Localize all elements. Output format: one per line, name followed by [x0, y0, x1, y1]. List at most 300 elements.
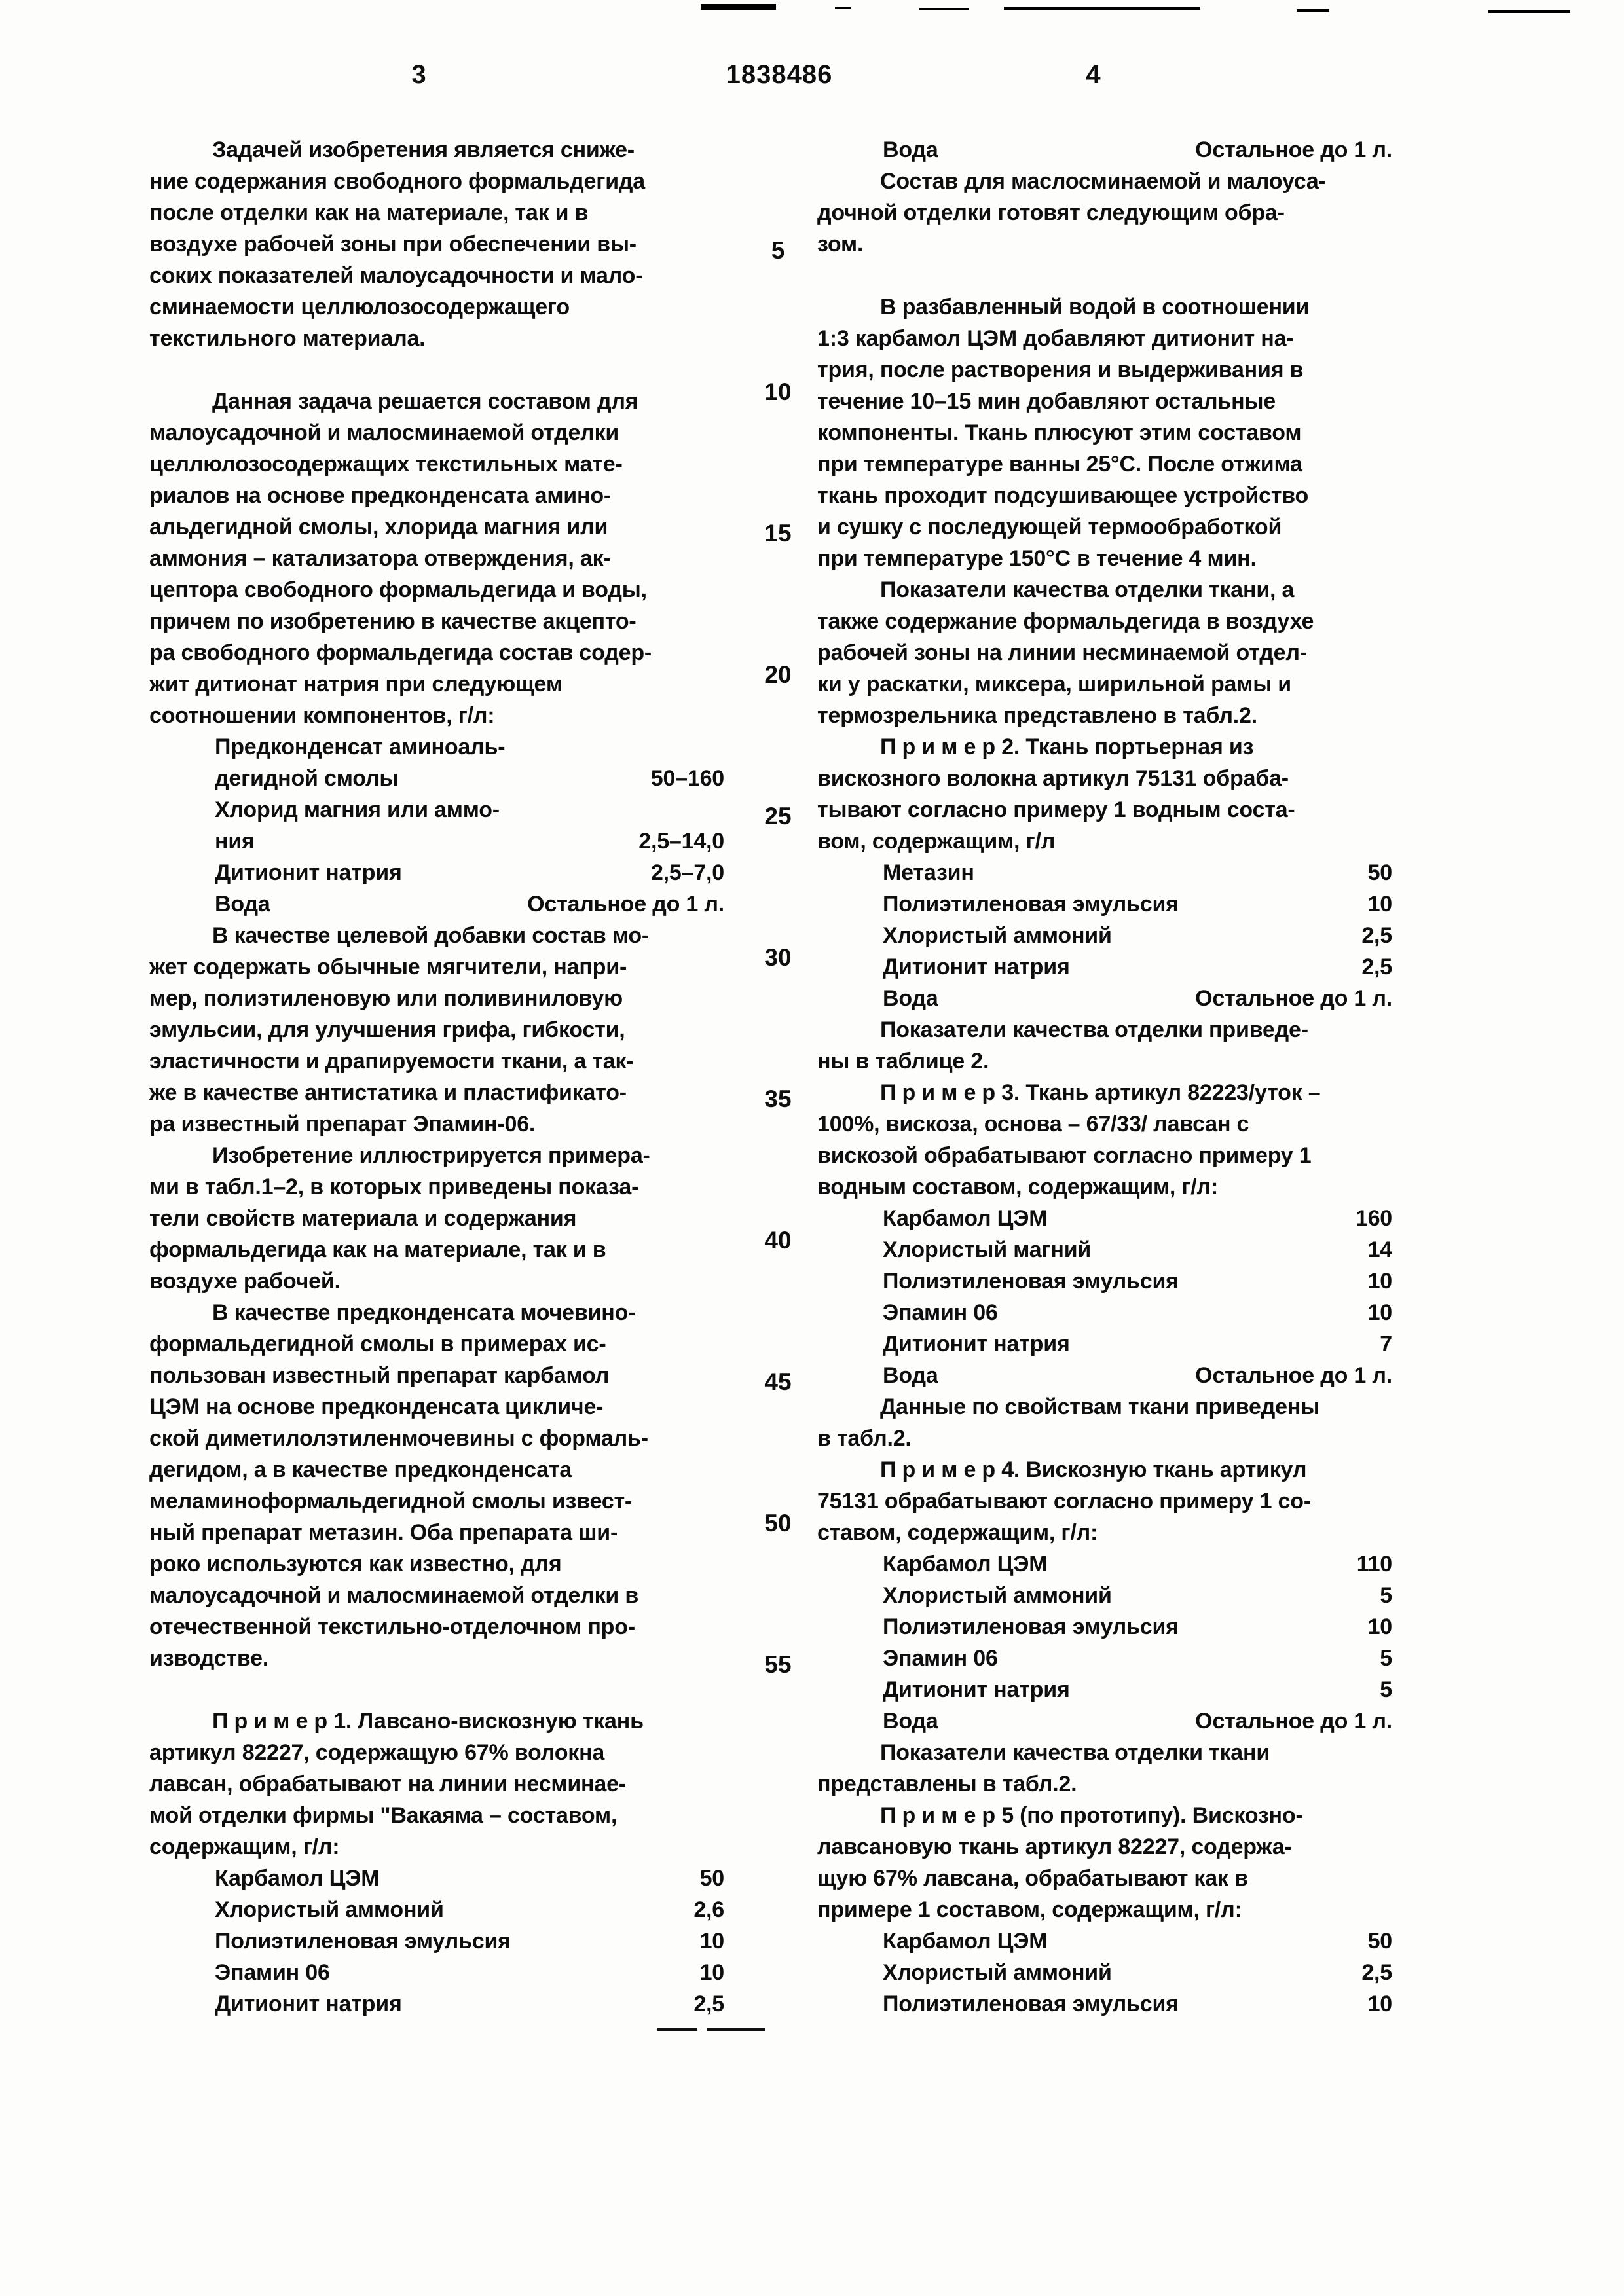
ingredient-name: Полиэтиленовая эмульсия [883, 892, 1179, 917]
ingredient-name: Вода [883, 1709, 938, 1734]
ingredient-row [149, 794, 724, 826]
ingredient-value: 50–160 [650, 766, 724, 791]
text-line-content: жит дитионат натрия при следующем [149, 672, 563, 697]
text-line [817, 794, 1392, 826]
text-line-content: риалов на основе предконденсата амино- [149, 483, 612, 508]
text-line [817, 1046, 1392, 1077]
ingredient-row [817, 1203, 1392, 1234]
line-number [739, 659, 817, 800]
ingredient-value: Остальное до 1 л. [1195, 1363, 1392, 1388]
text-line-content: роко используются как известно, для [149, 1552, 562, 1576]
text-line [149, 1391, 724, 1423]
text-line [817, 1768, 1392, 1800]
text-line [817, 731, 1392, 763]
text-line-content: дегидом, а в качестве предконденсата [149, 1457, 572, 1482]
text-line [817, 826, 1392, 857]
text-line [149, 166, 724, 197]
line-number-value: 30 [764, 944, 792, 971]
ingredient-row [149, 731, 724, 763]
text-line-content: целлюлозосодержащих текстильных мате- [149, 452, 623, 477]
ingredient-name: Дитионит натрия [883, 1677, 1070, 1702]
text-line [817, 166, 1392, 197]
text-line [149, 1171, 724, 1203]
ingredient-value: Остальное до 1 л. [527, 892, 724, 917]
text-line-content: изводстве. [149, 1646, 269, 1671]
text-line [817, 354, 1392, 386]
text-line [149, 260, 724, 291]
ingredient-row [817, 1611, 1392, 1643]
text-line [149, 1234, 724, 1266]
text-line [817, 543, 1392, 574]
ingredient-row [817, 920, 1392, 951]
text-line-content: эмульсии, для улучшения грифа, гибкости, [149, 1017, 625, 1042]
text-line [817, 1391, 1392, 1423]
text-line [817, 1737, 1392, 1768]
text-line-content: В качестве целевой добавки состав мо- [212, 923, 650, 948]
text-line-content: ской диметилолэтиленмочевины с формаль- [149, 1426, 648, 1451]
text-line [149, 386, 724, 417]
text-line [149, 1046, 724, 1077]
text-line [149, 1737, 724, 1768]
text-line [817, 700, 1392, 731]
ingredient-row [817, 1988, 1392, 2020]
scan-artifact [1297, 9, 1329, 12]
left-text-column [149, 134, 724, 2051]
ingredient-row [817, 857, 1392, 888]
scan-artifact [701, 4, 776, 10]
right-text-column [817, 134, 1392, 2020]
text-line-content: Изобретение иллюстрируется примера- [212, 1143, 650, 1168]
text-line [149, 1266, 724, 1297]
ingredient-value: 2,5 [1361, 1960, 1392, 1985]
line-number-value: 45 [764, 1368, 792, 1395]
text-line [817, 511, 1392, 543]
ingredient-value: Остальное до 1 л. [1195, 1709, 1392, 1734]
text-line [149, 417, 724, 448]
scan-artifact [1004, 7, 1200, 10]
ingredient-row [817, 1266, 1392, 1297]
text-line [149, 480, 724, 511]
text-line [149, 1328, 724, 1360]
text-line-content: ЦЭМ на основе предконденсата цикличе- [149, 1394, 604, 1419]
line-number [739, 376, 817, 517]
text-line-content: соких показателей малоусадочности и мало- [149, 263, 643, 288]
ingredient-name: дегидной смолы [215, 766, 399, 791]
text-line-content: формальдегидной смолы в примерах ис- [149, 1332, 606, 1357]
text-line-content: соотношении компонентов, г/л: [149, 703, 495, 728]
text-line-content: П р и м е р 4. Вискозную ткань артикул [880, 1457, 1307, 1482]
text-line-content: ткань проходит подсушивающее устройство [817, 483, 1309, 508]
ingredient-row [817, 1328, 1392, 1360]
text-line-content: причем по изобретению в качестве акцепто- [149, 609, 637, 634]
page-number-left: 3 [411, 60, 427, 89]
text-line [149, 1705, 724, 1737]
ingredient-value: 10 [1367, 1269, 1392, 1294]
text-line [817, 606, 1392, 637]
line-number-value: 50 [764, 1510, 792, 1537]
ingredient-value: 10 [1367, 892, 1392, 917]
ingredient-name: Хлористый магний [883, 1237, 1092, 1262]
text-line-content: дочной отделки готовят следующим обра- [817, 200, 1285, 225]
text-line [149, 228, 724, 260]
text-line [149, 1580, 724, 1611]
ingredient-row [817, 1548, 1392, 1580]
patent-number: 1838486 [726, 60, 833, 89]
column-end-rule [149, 2020, 724, 2051]
text-line-content: примере 1 составом, содержащим, г/л: [817, 1897, 1242, 1922]
text-line [817, 448, 1392, 480]
text-line [149, 1108, 724, 1140]
ingredient-row [817, 1580, 1392, 1611]
ingredient-value: 10 [1367, 1614, 1392, 1639]
line-number [739, 1507, 817, 1649]
ingredient-name: Хлористый аммоний [883, 1960, 1112, 1985]
ingredient-row [817, 1297, 1392, 1328]
ingredient-name: ния [215, 829, 255, 854]
ingredient-value: 50 [1367, 860, 1392, 885]
ingredient-name: Карбамол ЦЭМ [883, 1206, 1048, 1231]
text-line-content: 75131 обрабатывают согласно примеру 1 со- [817, 1489, 1311, 1514]
ingredient-name: Карбамол ЦЭМ [883, 1929, 1048, 1954]
text-line [817, 291, 1392, 323]
line-number-value: 25 [764, 803, 792, 829]
ingredient-row [817, 1705, 1392, 1737]
ingredient-value: Остальное до 1 л. [1195, 137, 1392, 162]
text-line-content: формальдегида как на материале, так и в [149, 1237, 606, 1262]
ingredient-row [817, 134, 1392, 166]
text-line-content: ние содержания свободного формальдегида [149, 169, 646, 194]
text-line [817, 386, 1392, 417]
text-line-content: малоусадочной и малосминаемой отделки [149, 420, 619, 445]
page-number-right: 4 [1086, 60, 1101, 89]
ingredient-name: Полиэтиленовая эмульсия [215, 1929, 511, 1954]
text-line-content: лавсан, обрабатывают на линии несминае- [149, 1772, 626, 1796]
ingredient-value: 5 [1380, 1677, 1392, 1702]
ingredient-value: 7 [1380, 1332, 1392, 1357]
text-line [817, 1863, 1392, 1894]
text-line [149, 291, 724, 323]
text-line [149, 1014, 724, 1046]
text-line [149, 1077, 724, 1108]
text-line-content: вискозой обрабатывают согласно примеру 1 [817, 1143, 1312, 1168]
text-line-content: эластичности и драпируемости ткани, а так- [149, 1049, 634, 1074]
ingredient-name: Полиэтиленовая эмульсия [883, 1992, 1179, 2016]
ingredient-row [817, 1957, 1392, 1988]
ingredient-name: Предконденсат аминоаль- [215, 735, 506, 759]
text-line-content: аммония – катализатора отверждения, ак- [149, 546, 611, 571]
ingredient-row [149, 763, 724, 794]
text-line [149, 1768, 724, 1800]
ingredient-row [149, 1957, 724, 1988]
text-line-content: Показатели качества отделки приведе- [880, 1017, 1308, 1042]
line-number-value: 55 [764, 1651, 792, 1678]
ingredient-name: Метазин [883, 860, 974, 885]
text-line-content: компоненты. Ткань плюсуют этим составом [817, 420, 1302, 445]
ingredient-name: Хлористый аммоний [883, 1583, 1112, 1608]
text-line [149, 1297, 724, 1328]
line-number-value: 5 [771, 237, 785, 264]
ingredient-name: Карбамол ЦЭМ [215, 1866, 380, 1891]
text-line [817, 668, 1392, 700]
text-line [149, 1423, 724, 1454]
ingredient-name: Эпамин 06 [215, 1960, 330, 1985]
line-number [739, 517, 817, 659]
ingredient-name: Дитионит натрия [883, 955, 1070, 979]
ingredient-value: 2,6 [693, 1897, 724, 1922]
ingredient-name: Эпамин 06 [883, 1300, 998, 1325]
text-line-content: ны в таблице 2. [817, 1049, 989, 1074]
text-line-content: пользован известный препарат карбамол [149, 1363, 610, 1388]
ingredient-name: Дитионит натрия [215, 860, 402, 885]
text-line [149, 1140, 724, 1171]
text-line [149, 1611, 724, 1643]
ingredient-name: Вода [883, 1363, 938, 1388]
text-line [149, 197, 724, 228]
text-line [149, 511, 724, 543]
text-line-content: ставом, содержащим, г/л: [817, 1520, 1098, 1545]
ingredient-value: Остальное до 1 л. [1195, 986, 1392, 1011]
ingredient-value: 2,5 [693, 1992, 724, 2016]
text-line [817, 1140, 1392, 1171]
ingredient-row [149, 1925, 724, 1957]
text-line-content: течение 10–15 мин добавляют остальные [817, 389, 1276, 414]
line-number-value: 35 [764, 1085, 792, 1112]
ingredient-value: 50 [699, 1866, 724, 1891]
ingredient-value: 160 [1355, 1206, 1392, 1231]
ingredient-name: Вода [883, 137, 938, 162]
ingredient-row [149, 1894, 724, 1925]
text-line [817, 1454, 1392, 1485]
line-number-value: 10 [764, 378, 792, 405]
text-line-content: малоусадочной и малосминаемой отделки в [149, 1583, 639, 1608]
ingredient-row [149, 888, 724, 920]
text-line-content: ный препарат метазин. Оба препарата ши- [149, 1520, 618, 1545]
text-line-content: ра свободного формальдегида состав содер- [149, 640, 652, 665]
text-line [149, 1517, 724, 1548]
text-line-content: В качестве предконденсата мочевино- [212, 1300, 636, 1325]
text-line-content: мер, полиэтиленовую или поливиниловую [149, 986, 623, 1011]
text-line [149, 1548, 724, 1580]
text-line [149, 134, 724, 166]
text-line-content: содержащим, г/л: [149, 1834, 340, 1859]
text-line [149, 1485, 724, 1517]
text-line-content: водным составом, содержащим, г/л: [817, 1175, 1219, 1199]
text-line-content: П р и м е р 5 (по прототипу). Вискозно- [880, 1803, 1303, 1828]
text-line-content: при температуре ванны 25°С. После отжима [817, 452, 1302, 477]
text-line-content: Данная задача решается составом для [212, 389, 638, 414]
ingredient-value: 14 [1367, 1237, 1392, 1262]
text-line [149, 448, 724, 480]
text-line-content: также содержание формальдегида в воздухе [817, 609, 1314, 634]
text-line-content: и сушку с последующей термообработкой [817, 515, 1282, 539]
line-number [739, 234, 817, 376]
ingredient-row [149, 826, 724, 857]
text-line-content: Данные по свойствам ткани приведены [880, 1394, 1320, 1419]
text-line [149, 1643, 724, 1674]
ingredient-row [817, 1643, 1392, 1674]
text-line-content: воздухе рабочей зоны при обеспечении вы- [149, 232, 637, 257]
ingredient-value: 110 [1356, 1552, 1392, 1576]
text-line-content: щую 67% лавсана, обрабатывают как в [817, 1866, 1248, 1891]
text-line [149, 920, 724, 951]
line-number-value: 40 [764, 1227, 792, 1254]
text-line [149, 983, 724, 1014]
ingredient-value: 2,5–7,0 [650, 860, 724, 885]
text-line [817, 574, 1392, 606]
ingredient-value: 10 [699, 1960, 724, 1985]
ingredient-value: 10 [1367, 1992, 1392, 2016]
text-line [817, 1894, 1392, 1925]
text-line [149, 637, 724, 668]
text-line-content: термозрельника представлено в табл.2. [817, 703, 1257, 728]
ingredient-value: 50 [1367, 1929, 1392, 1954]
text-line-content: жет содержать обычные мягчители, напри- [149, 955, 627, 979]
scan-artifact [1488, 10, 1570, 13]
text-line-content: П р и м е р 2. Ткань портьерная из [880, 735, 1254, 759]
ingredient-name: Вода [215, 892, 270, 917]
ingredient-name: Дитионит натрия [215, 1992, 402, 2016]
text-line [149, 1800, 724, 1831]
text-line-content: лавсановую ткань артикул 82227, содержа- [817, 1834, 1292, 1859]
text-line-content: воздухе рабочей. [149, 1269, 341, 1294]
text-line-content: текстильного материала. [149, 326, 426, 351]
text-line-content: вом, содержащим, г/л [817, 829, 1056, 854]
ingredient-row [817, 1925, 1392, 1957]
text-line-content: В разбавленный водой в соотношении [880, 295, 1310, 319]
line-number [739, 1083, 817, 1224]
text-line [149, 668, 724, 700]
text-line-content: ки у раскатки, миксера, ширильной рамы и [817, 672, 1291, 697]
text-line [817, 197, 1392, 228]
text-line [149, 1360, 724, 1391]
text-line [817, 480, 1392, 511]
line-number [739, 1649, 817, 1790]
text-line-content: 1:3 карбамол ЦЭМ добавляют дитионит на- [817, 326, 1294, 351]
line-number [739, 800, 817, 941]
text-line [817, 228, 1392, 260]
text-line-content: после отделки как на материале, так и в [149, 200, 589, 225]
text-line [149, 951, 724, 983]
text-line-content: ми в табл.1–2, в которых приведены показа- [149, 1175, 639, 1199]
ingredient-name: Дитионит натрия [883, 1332, 1070, 1357]
ingredient-name: Эпамин 06 [883, 1646, 998, 1671]
text-line [149, 1831, 724, 1863]
text-line [149, 574, 724, 606]
ingredient-value: 2,5 [1361, 955, 1392, 979]
text-line [149, 1203, 724, 1234]
text-line [817, 1517, 1392, 1548]
ingredient-row [817, 983, 1392, 1014]
text-line [817, 417, 1392, 448]
text-line-content: цептора свободного формальдегида и воды, [149, 577, 647, 602]
ingredient-row [817, 951, 1392, 983]
text-line [817, 1014, 1392, 1046]
ingredient-value: 5 [1380, 1583, 1392, 1608]
text-line-content: артикул 82227, содержащую 67% волокна [149, 1740, 605, 1765]
ingredient-name: Вода [883, 986, 938, 1011]
text-line-content: отечественной текстильно-отделочном про- [149, 1614, 635, 1639]
ingredient-name: Карбамол ЦЭМ [883, 1552, 1048, 1576]
ingredient-name: Хлорид магния или аммо- [215, 797, 500, 822]
text-line-content: 100%, вискоза, основа – 67/33/ лавсан с [817, 1112, 1249, 1137]
ingredient-name: Полиэтиленовая эмульсия [883, 1614, 1179, 1639]
text-line [817, 1485, 1392, 1517]
ingredient-name: Полиэтиленовая эмульсия [883, 1269, 1179, 1294]
text-line-content: тывают согласно примеру 1 водным соста- [817, 797, 1295, 822]
ingredient-row [149, 857, 724, 888]
ingredient-row [149, 1863, 724, 1894]
text-line-content: меламиноформальдегидной смолы извест- [149, 1489, 633, 1514]
line-number [739, 1366, 817, 1507]
text-line [817, 1831, 1392, 1863]
line-number [739, 941, 817, 1083]
text-line-content: трия, после растворения и выдерживания в [817, 357, 1304, 382]
text-line [149, 323, 724, 354]
line-number [739, 1224, 817, 1366]
line-number-value: 20 [764, 661, 792, 688]
text-line [817, 1077, 1392, 1108]
text-line [149, 606, 724, 637]
text-line [817, 1423, 1392, 1454]
text-line-content: же в качестве антистатика и пластификато- [149, 1080, 627, 1105]
text-line-content: Состав для маслосминаемой и малоуса- [880, 169, 1326, 194]
text-line [817, 1108, 1392, 1140]
ingredient-name: Хлористый аммоний [215, 1897, 444, 1922]
text-line-content: Задачей изобретения является сниже- [212, 137, 635, 162]
text-line-content: П р и м е р 1. Лавсано-вискозную ткань [212, 1709, 644, 1734]
ingredient-name: Хлористый аммоний [883, 923, 1112, 948]
text-line-content: альдегидной смолы, хлорида магния или [149, 515, 608, 539]
text-line [817, 1800, 1392, 1831]
ingredient-value: 10 [699, 1929, 724, 1954]
text-line-content: Показатели качества отделки ткани, а [880, 577, 1295, 602]
ingredient-row [149, 1988, 724, 2020]
line-number-value: 15 [764, 520, 792, 547]
text-line-content: П р и м е р 3. Ткань артикул 82223/уток – [880, 1080, 1321, 1105]
text-line-content: Показатели качества отделки ткани [880, 1740, 1270, 1765]
text-line-content: ра известный препарат Эпамин-06. [149, 1112, 536, 1137]
ingredient-value: 2,5–14,0 [638, 829, 724, 854]
text-line [817, 763, 1392, 794]
ingredient-value: 5 [1380, 1646, 1392, 1671]
ingredient-row [817, 1234, 1392, 1266]
blank-line [817, 260, 1392, 291]
ingredient-value: 10 [1367, 1300, 1392, 1325]
text-line [817, 1171, 1392, 1203]
text-line-content: зом. [817, 232, 864, 257]
blank-line [149, 354, 724, 386]
ingredient-row [817, 1360, 1392, 1391]
scan-artifact [919, 8, 969, 10]
text-line-content: тели свойств материала и содержания [149, 1206, 577, 1231]
text-line [149, 1454, 724, 1485]
text-line-content: мой отделки фирмы "Вакаяма – составом, [149, 1803, 618, 1828]
text-line-content: представлены в табл.2. [817, 1772, 1077, 1796]
text-line-content: при температуре 150°С в течение 4 мин. [817, 546, 1257, 571]
blank-line [149, 1674, 724, 1705]
text-line-content: вискозного волокна артикул 75131 обраба- [817, 766, 1289, 791]
text-line-content: сминаемости целлюлозосодержащего [149, 295, 570, 319]
scan-artifact [835, 7, 851, 9]
text-line [817, 637, 1392, 668]
ingredient-row [817, 888, 1392, 920]
ingredient-row [817, 1674, 1392, 1705]
text-line-content: в табл.2. [817, 1426, 912, 1451]
text-line [149, 700, 724, 731]
line-number-column [739, 234, 817, 1790]
text-line [149, 543, 724, 574]
text-line [817, 323, 1392, 354]
